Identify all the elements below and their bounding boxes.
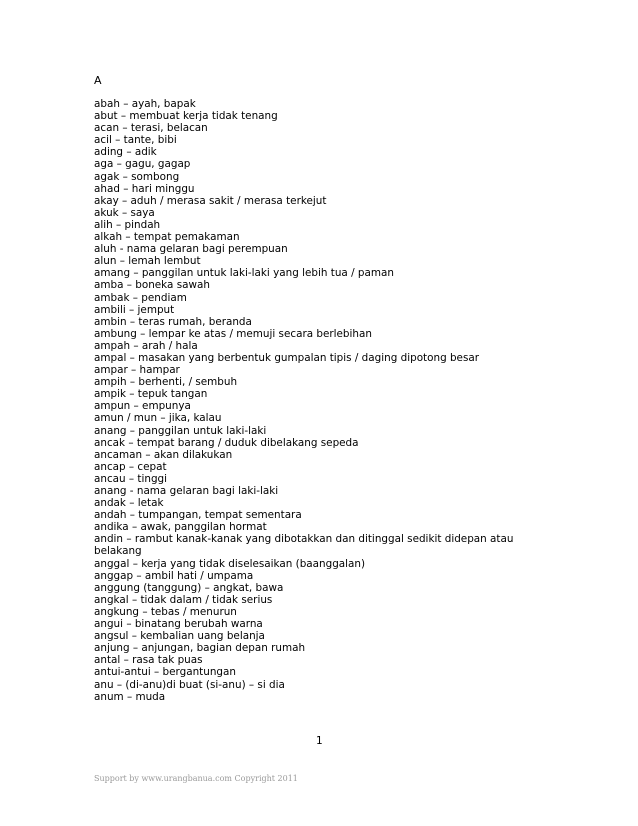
dictionary-entry: abah – ayah, bapak	[94, 98, 196, 110]
dictionary-entry: ampal – masakan yang berbentuk gumpalan tipis / daging dipotong besar	[94, 351, 480, 364]
dictionary-entry: abut – membuat kerja tidak tenang	[94, 110, 278, 123]
dictionary-entry: anjung – anjungan, bagian depan rumah	[94, 642, 306, 655]
dictionary-entry: anggung (tanggung) – angkat, bawa	[94, 581, 284, 594]
page-number: 1	[316, 735, 323, 747]
dictionary-entry: alun – lemah lembut	[94, 255, 201, 268]
dictionary-entry: antal – rasa tak puas	[94, 654, 203, 667]
dictionary-entry-list	[94, 98, 524, 703]
dictionary-entry: alkah – tempat pemakaman	[94, 231, 240, 244]
dictionary-entry: ancap – cepat	[94, 460, 167, 473]
dictionary-entry: anum – muda	[94, 690, 166, 703]
dictionary-entry: ambin – teras rumah, beranda	[94, 315, 252, 328]
dictionary-entry: akay – aduh / merasa sakit / merasa terkejut	[94, 194, 327, 207]
dictionary-entry: ading – adik	[94, 146, 157, 159]
dictionary-entry: ampik – tepuk tangan	[94, 388, 208, 401]
footer-copyright: Support by www.urangbanua.com Copyright 2011	[94, 774, 298, 783]
dictionary-entry: angui – binatang berubah warna	[94, 618, 263, 631]
dictionary-entry: amang – panggilan untuk laki-laki yang lebih tua / paman	[94, 267, 394, 280]
dictionary-entry: anggal – kerja yang tidak diselesaikan (baanggalan)	[94, 557, 366, 570]
dictionary-entry: aluh - nama gelaran bagi perempuan	[94, 243, 288, 256]
dictionary-entry: akuk – saya	[94, 206, 155, 219]
dictionary-entry: andak – letak	[94, 497, 164, 510]
dictionary-entry: anggap – ambil hati / umpama	[94, 569, 254, 582]
dictionary-entry: andah – tumpangan, tempat sementara	[94, 509, 302, 522]
dictionary-entry: acil – tante, bibi	[94, 134, 177, 147]
dictionary-entry: ambili – jemput	[94, 303, 175, 316]
dictionary-entry: ambung – lempar ke atas / memuji secara berlebihan	[94, 327, 372, 340]
dictionary-entry: ampih – berhenti, / sembuh	[94, 376, 238, 389]
dictionary-entry: ancau – tinggi	[94, 472, 168, 485]
dictionary-entry: ancaman – akan dilakukan	[94, 448, 233, 461]
dictionary-entry: ahad – hari minggu	[94, 182, 195, 195]
dictionary-entry: ancak – tempat barang / duduk dibelakang sepeda	[94, 436, 359, 449]
dictionary-entry: andika – awak, panggilan hormat	[94, 521, 267, 534]
section-letter-heading: A	[94, 74, 102, 87]
dictionary-entry: anu – (di-anu)di buat (si-anu) – si dia	[94, 678, 285, 691]
dictionary-entry: amba – boneka sawah	[94, 279, 210, 292]
dictionary-entry: anang – panggilan untuk laki-laki	[94, 424, 267, 437]
dictionary-entry: ambak – pendiam	[94, 291, 187, 304]
dictionary-entry: ampar – hampar	[94, 364, 180, 377]
dictionary-entry: alih – pindah	[94, 218, 161, 231]
dictionary-entry: angkal – tidak dalam / tidak serius	[94, 593, 273, 606]
dictionary-entry: angkung – tebas / menurun	[94, 605, 237, 618]
dictionary-entry: anang - nama gelaran bagi laki-laki	[94, 485, 279, 497]
dictionary-entry: ampah – arah / hala	[94, 339, 198, 352]
dictionary-entry: andin – rambut kanak-kanak yang dibotakkan dan ditinggal sedikit didepan atau belakang	[94, 533, 517, 558]
dictionary-entry: angsul – kembalian uang belanja	[94, 630, 265, 643]
dictionary-entry: acan – terasi, belacan	[94, 122, 208, 135]
dictionary-entry: antui-antui – bergantungan	[94, 666, 236, 679]
dictionary-entry: agak – sombong	[94, 170, 180, 183]
dictionary-entry: amun / mun – jika, kalau	[94, 412, 222, 425]
dictionary-entry: ampun – empunya	[94, 400, 191, 413]
dictionary-entry: aga – gagu, gagap	[94, 158, 191, 171]
